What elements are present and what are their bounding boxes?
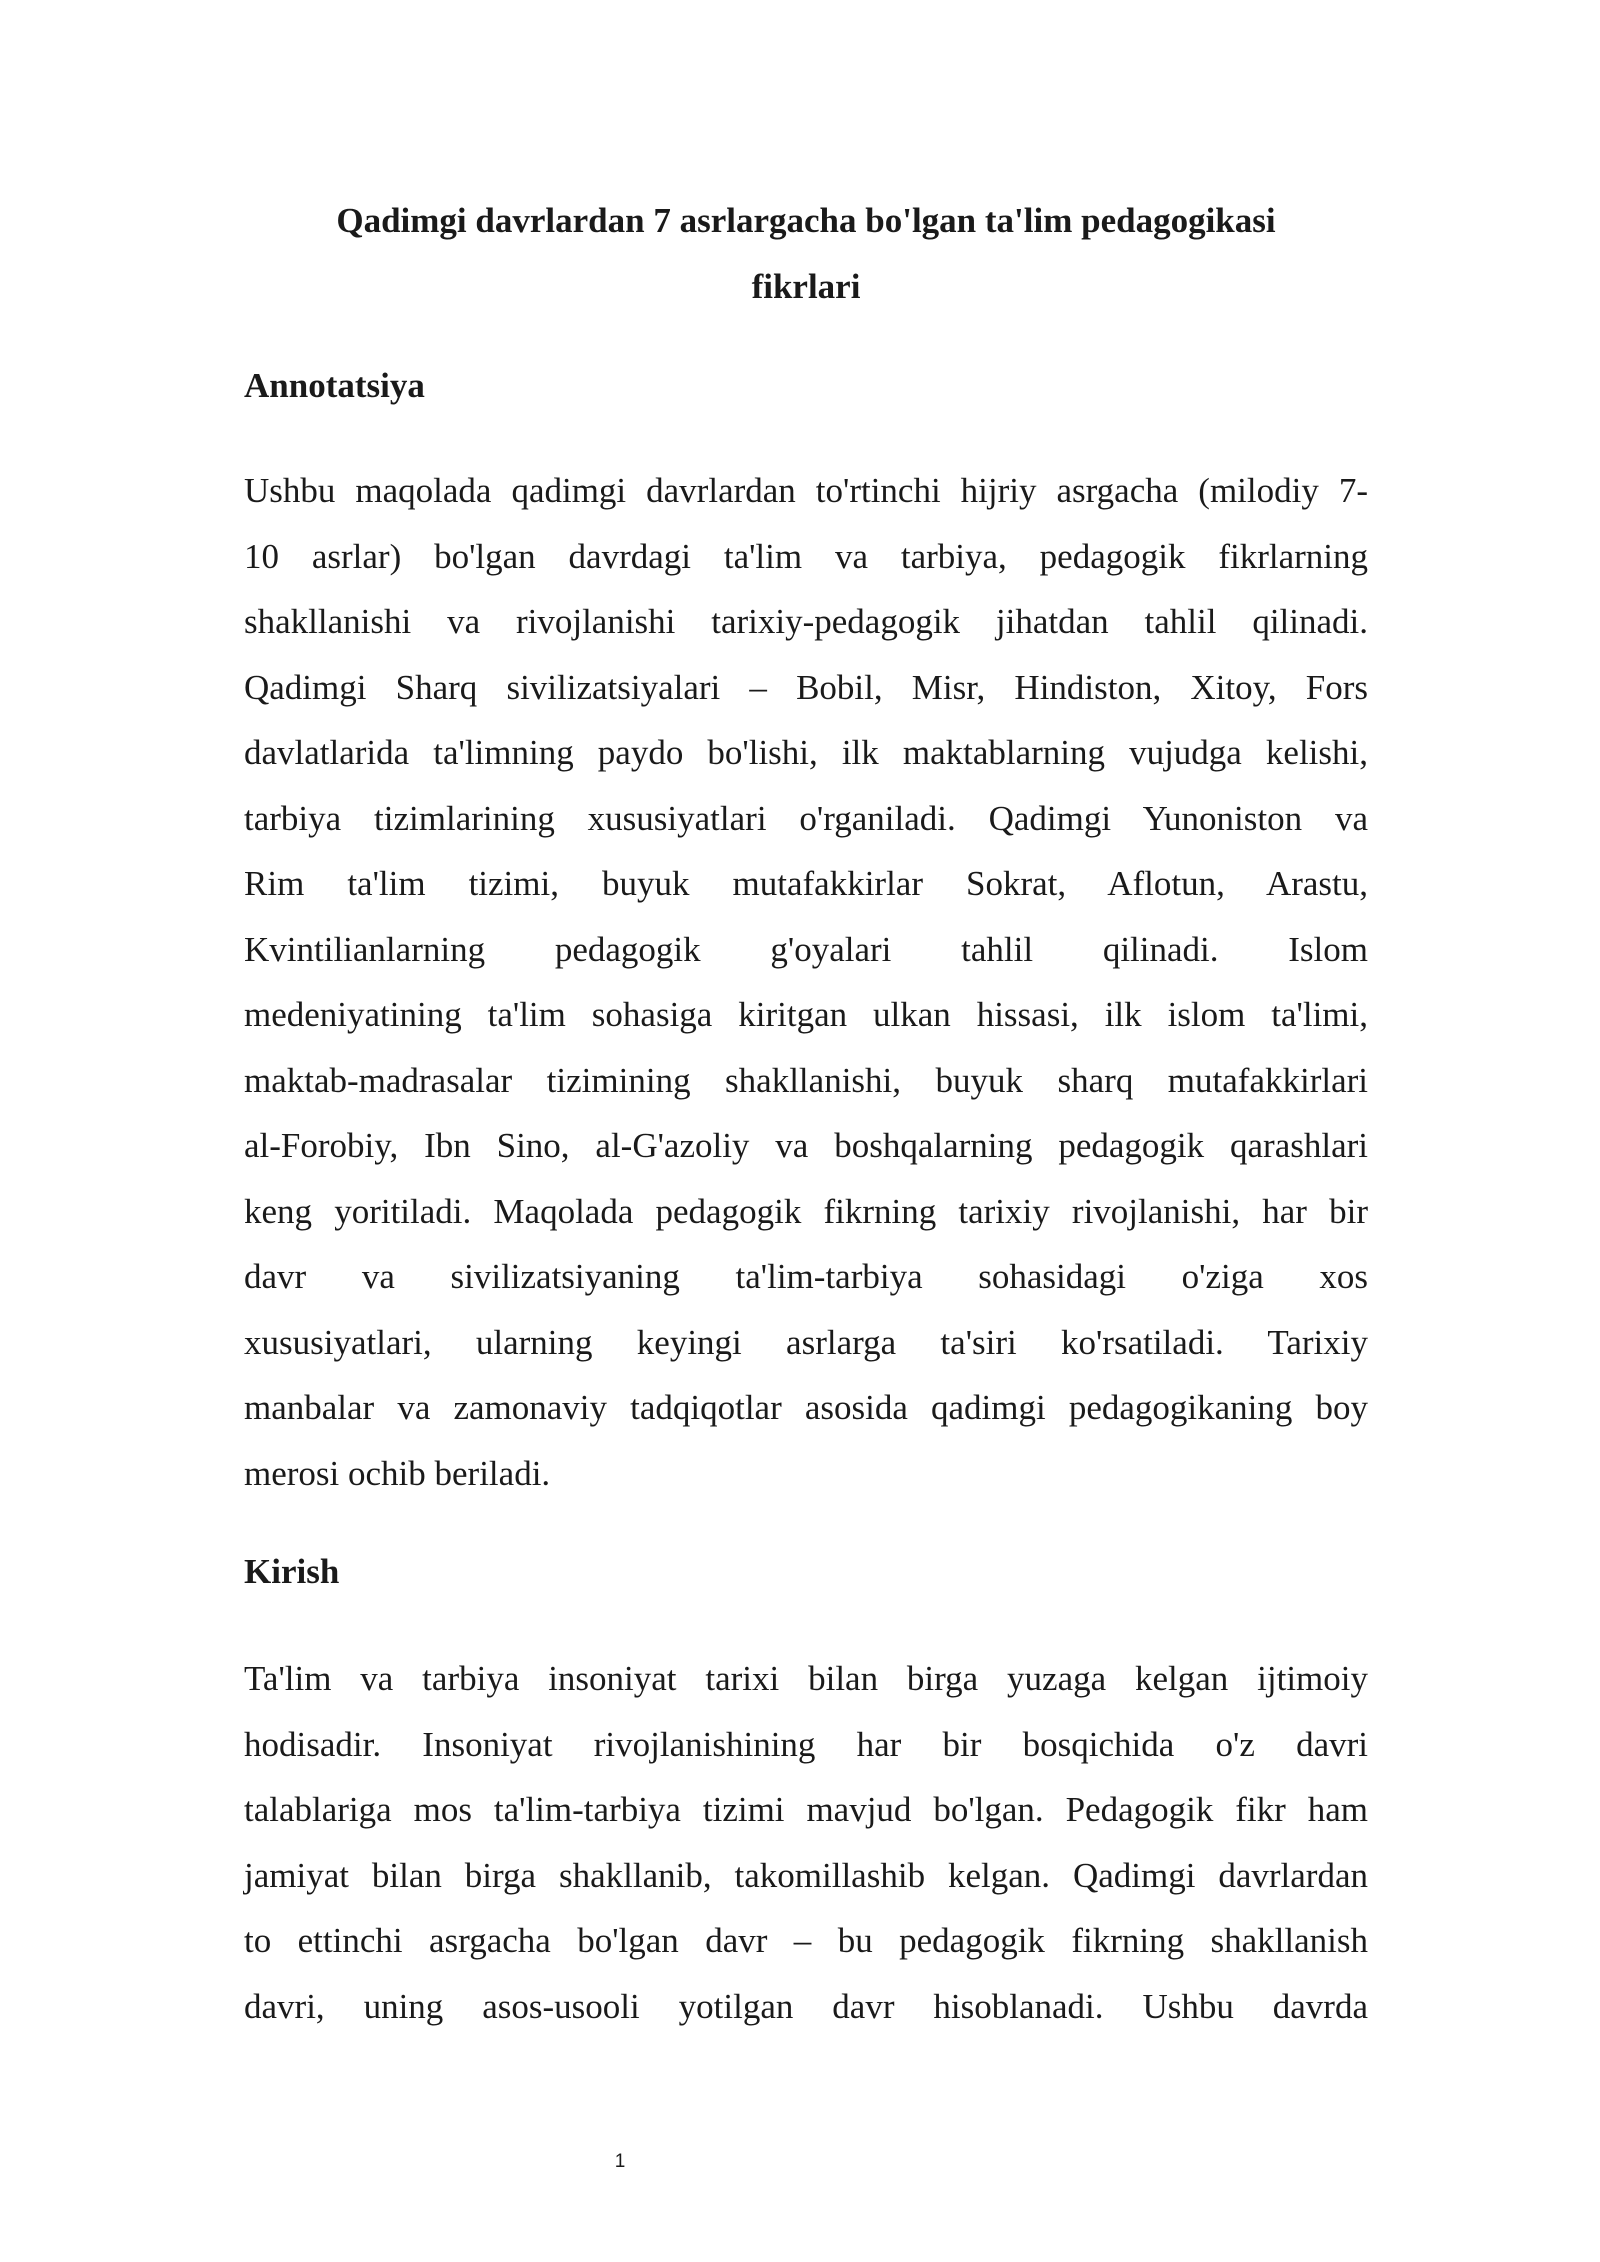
annotation-heading: Annotatsiya (244, 366, 425, 405)
paragraph-line: 10 asrlar) bo'lgan davrdagi ta'lim va tarbiya, pedagogik fikrlarning (244, 536, 1368, 576)
paragraph-line: to ettinchi asrgacha bo'lgan davr – bu pedagogik fikrning shakllanish (244, 1921, 1368, 1960)
paragraph-line: Qadimgi Sharq sivilizatsiyalari – Bobil, Misr, Hindiston, Xitoy, Fors (244, 667, 1368, 707)
paragraph-line: xususiyatlari, ularning keyingi asrlarga ta'siri ko'rsatiladi. Tarixiy (244, 1322, 1368, 1362)
paragraph-line: davlatlarida ta'limning paydo bo'lishi, ilk maktablarning vujudga kelishi, (244, 733, 1368, 772)
paragraph-line: maktab-madrasalar tizimining shakllanishi, buyuk sharq mutafakkirlari (244, 1060, 1368, 1100)
paragraph-line: tarbiya tizimlarining xususiyatlari o'rganiladi. Qadimgi Yunoniston va (244, 798, 1368, 838)
paragraph-line: keng yoritiladi. Maqolada pedagogik fikrning tarixiy rivojlanishi, har bir (244, 1191, 1368, 1231)
paragraph-line: Ta'lim va tarbiya insoniyat tarixi bilan birga yuzaga kelgan ijtimoiy (244, 1659, 1368, 1698)
paragraph-line: talablariga mos ta'lim-tarbiya tizimi mavjud bo'lgan. Pedagogik fikr ham (244, 1790, 1368, 1829)
document-title-line: fikrlari (751, 267, 861, 306)
paragraph-line: medeniyatining ta'lim sohasiga kiritgan ulkan hissasi, ilk islom ta'limi, (244, 995, 1368, 1034)
page-number: 1 (614, 2151, 626, 2172)
document-title-line: Qadimgi davrlardan 7 asrlargacha bo'lgan ta'lim pedagogikasi (336, 201, 1276, 240)
paragraph-line: davr va sivilizatsiyaning ta'lim-tarbiya sohasidagi o'ziga xos (244, 1257, 1368, 1296)
paragraph-line: Ushbu maqolada qadimgi davrlardan to'rtinchi hijriy asrgacha (milodiy 7- (244, 471, 1368, 510)
annotation-paragraph (244, 458, 1368, 1506)
document-title (244, 188, 1368, 320)
introduction-heading: Kirish (244, 1552, 340, 1591)
paragraph-line: davri, uning asos-usooli yotilgan davr hisoblanadi. Ushbu davrda (244, 1986, 1368, 2026)
paragraph-line: hodisadir. Insoniyat rivojlanishining har bir bosqichida o'z davri (244, 1724, 1368, 1764)
paragraph-line: merosi ochib beriladi. (244, 1453, 551, 1493)
paragraph-line: manbalar va zamonaviy tadqiqotlar asosida qadimgi pedagogikaning boy (244, 1388, 1368, 1427)
paragraph-line: al-Forobiy, Ibn Sino, al-G'azoliy va boshqalarning pedagogik qarashlari (244, 1126, 1368, 1165)
paragraph-line: Kvintilianlarning pedagogik g'oyalari tahlil qilinadi. Islom (244, 929, 1368, 969)
paragraph-line: shakllanishi va rivojlanishi tarixiy-pedagogik jihatdan tahlil qilinadi. (244, 602, 1368, 641)
introduction-paragraph (244, 1646, 1368, 2039)
paragraph-line: jamiyat bilan birga shakllanib, takomillashib kelgan. Qadimgi davrlardan (244, 1855, 1368, 1895)
paragraph-line: Rim ta'lim tizimi, buyuk mutafakkirlar Sokrat, Aflotun, Arastu, (244, 864, 1368, 903)
